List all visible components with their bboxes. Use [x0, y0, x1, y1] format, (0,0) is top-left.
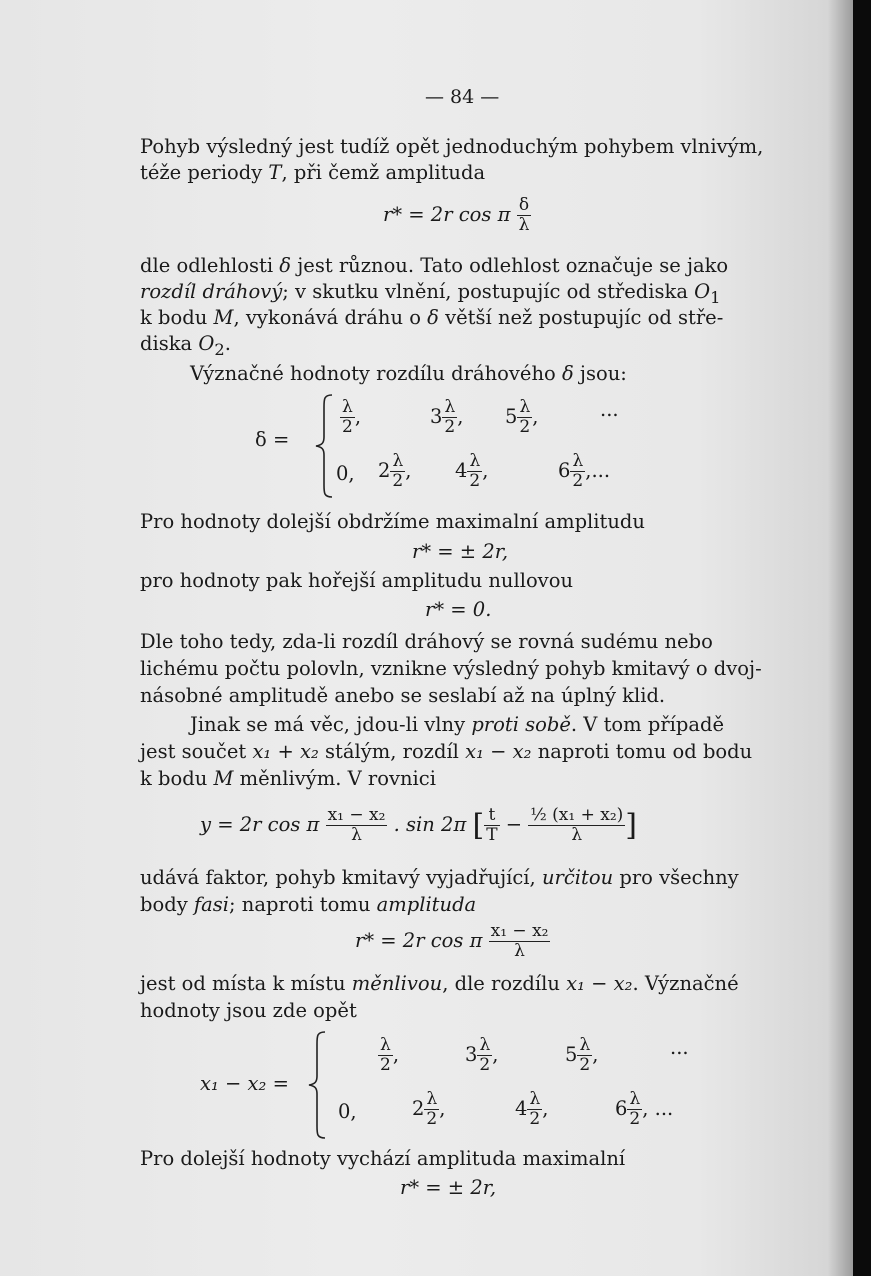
- text: k bodu: [140, 306, 214, 329]
- subscript: 2: [214, 339, 225, 359]
- text: udává faktor, pohyb kmitavý vyjadřující,: [140, 866, 542, 889]
- set-value: [600, 398, 619, 421]
- separator: , ...: [642, 1097, 674, 1120]
- separator: ,: [457, 405, 464, 428]
- text: větší než postupujíc od stře-: [438, 306, 724, 329]
- delta-set-lhs: δ =: [255, 428, 290, 451]
- equation-zero-amplitude: r* = 0.: [425, 598, 492, 621]
- numerator: λ: [390, 452, 405, 472]
- numerator: λ: [627, 1090, 642, 1110]
- eq1-num: δ: [517, 196, 532, 216]
- set-value: [430, 398, 463, 437]
- separator: ,: [482, 459, 489, 482]
- x-set-lhs: x₁ − x₂ =: [200, 1072, 289, 1095]
- text: pro všechny: [613, 866, 739, 889]
- para2-line1: [140, 254, 728, 277]
- lambda-half-fraction: [390, 452, 405, 491]
- para1-text: téže periody: [140, 161, 269, 184]
- eq4-sin: . sin 2π: [393, 813, 467, 836]
- set-value: [378, 452, 411, 491]
- numerator: λ: [424, 1090, 439, 1110]
- eq4-f2-num: t: [484, 806, 499, 826]
- term-proti-sobe: proti sobě: [471, 713, 571, 736]
- equation-max-amplitude-2: r* = ± 2r,: [400, 1176, 497, 1199]
- separator: ,: [492, 1043, 499, 1066]
- eq4-f3-num: ½ (x₁ + x₂): [530, 805, 624, 825]
- sum-expression: x₁ + x₂: [252, 740, 319, 763]
- para9-line1: [140, 972, 739, 995]
- lambda-half-fraction: [477, 1036, 492, 1075]
- numerator: λ: [527, 1090, 542, 1110]
- para7-line1: [190, 713, 724, 736]
- para1-text-end: , při čemž amplituda: [281, 161, 486, 184]
- zero-value: 0,: [336, 462, 355, 485]
- lambda-half-fraction: [442, 398, 457, 437]
- coefficient: 2: [412, 1097, 425, 1120]
- numerator: λ: [340, 398, 355, 418]
- text: Význačné hodnoty rozdílu dráhového: [190, 362, 562, 385]
- term-rozdil-drahovy: rozdíl dráhový: [140, 280, 283, 303]
- eq1-den: λ: [518, 215, 530, 235]
- separator: ...: [600, 398, 619, 421]
- eq4-f1-den: λ: [351, 825, 362, 845]
- eq4-fraction3: [528, 806, 625, 845]
- term-fasi: fasi: [193, 893, 230, 916]
- lambda-half-fraction: [570, 452, 585, 491]
- lambda-half-fraction: [340, 398, 355, 437]
- text: jest od místa k místu: [140, 972, 352, 995]
- set-value: [565, 1036, 598, 1075]
- coefficient: 4: [515, 1097, 528, 1120]
- set-value: [455, 452, 488, 491]
- delta-symbol: δ: [427, 306, 439, 329]
- eq5-lhs: r* = 2r cos π: [355, 929, 483, 952]
- para6-line2: lichému počtu polovln, vznikne výsledný pohyb kmitavý o dvoj-: [140, 657, 762, 680]
- text: .: [224, 332, 231, 355]
- set-value: [505, 398, 538, 437]
- numerator: λ: [467, 452, 482, 472]
- separator: ,: [532, 405, 539, 428]
- denominator: 2: [426, 1109, 438, 1129]
- para6-line3: násobné amplitudě anebo se seslabí až na úplný klid.: [140, 684, 666, 707]
- numerator: λ: [517, 398, 532, 418]
- para10: Pro dolejší hodnoty vychází amplituda maximalní: [140, 1147, 626, 1170]
- term-amplituda: amplituda: [376, 893, 477, 916]
- separator: ,...: [585, 459, 611, 482]
- set-value: [670, 1036, 689, 1059]
- coefficient: 6: [558, 459, 571, 482]
- right-bracket: ]: [625, 808, 638, 843]
- text: jest různou. Tato odlehlost označuje se jako: [291, 254, 729, 277]
- text: . V tom případě: [570, 713, 725, 736]
- lambda-half-fraction: [627, 1090, 642, 1129]
- point-O1: O: [694, 280, 711, 303]
- para5: pro hodnoty pak hořejší amplitudu nullovou: [140, 569, 573, 592]
- para1-line1: Pohyb výsledný jest tudíž opět jednoduchým pohybem vlnivým,: [140, 135, 764, 158]
- text: . Význačné: [632, 972, 739, 995]
- denominator: 2: [479, 1055, 491, 1075]
- eq4-fraction1: [326, 806, 388, 845]
- separator: ,: [392, 1043, 400, 1066]
- denominator: 2: [529, 1109, 541, 1129]
- para6-line1: Dle toho tedy, zda-li rozdíl dráhový se rovná sudému nebo: [140, 630, 713, 653]
- para8-line2: [140, 893, 476, 916]
- separator: ,: [405, 459, 412, 482]
- numerator: λ: [570, 452, 585, 472]
- denominator: 2: [629, 1109, 641, 1129]
- separator: ,: [439, 1097, 446, 1120]
- denominator: 2: [579, 1055, 591, 1075]
- separator: ,: [592, 1043, 599, 1066]
- text: , vykonává dráhu o: [233, 306, 428, 329]
- lambda-half-fraction: [577, 1036, 592, 1075]
- left-brace: [312, 393, 336, 499]
- equation-variable-amplitude: [355, 922, 550, 961]
- period-symbol: T: [268, 161, 282, 184]
- para2-line3: [140, 306, 723, 329]
- lambda-half-fraction: [467, 452, 482, 491]
- separator: ...: [670, 1036, 689, 1059]
- separator: ,: [354, 405, 362, 428]
- text: body: [140, 893, 194, 916]
- left-bracket: [: [472, 808, 485, 843]
- equation-wave: [200, 806, 637, 845]
- text: ; v skutku vlnění, postupujíc od střediska: [282, 280, 695, 303]
- set-value: [412, 1090, 445, 1129]
- para7-line2: [140, 740, 752, 763]
- delta-symbol: δ: [561, 362, 574, 385]
- eq1-fraction: [517, 196, 532, 235]
- para3: [190, 362, 627, 385]
- text: , dle rozdílu: [442, 972, 567, 995]
- term-menlivou: měnlivou: [351, 972, 443, 995]
- denominator: 2: [469, 471, 481, 491]
- text: měnlivým. V rovnici: [233, 767, 436, 790]
- page-number: — 84 —: [425, 86, 500, 108]
- para4: Pro hodnoty dolejší obdržíme maximalní amplitudu: [140, 510, 645, 533]
- term-urcitou: určitou: [541, 866, 614, 889]
- text: stálým, rozdíl: [318, 740, 466, 763]
- eq1-lhs: r* = 2r cos π: [383, 203, 511, 226]
- point-M: M: [213, 306, 234, 329]
- numerator: λ: [577, 1036, 592, 1056]
- coefficient: 5: [505, 405, 518, 428]
- eq5-den: λ: [514, 941, 525, 961]
- para2-line4: [140, 332, 231, 359]
- eq4-f2-den: T: [486, 825, 498, 845]
- equation-max-amplitude: r* = ± 2r,: [412, 540, 509, 563]
- denominator: 2: [519, 417, 531, 437]
- lambda-half-fraction: [424, 1090, 439, 1129]
- coefficient: 4: [455, 459, 468, 482]
- diff-expression: x₁ − x₂: [465, 740, 532, 763]
- set-value: [515, 1090, 548, 1129]
- denominator: 2: [444, 417, 456, 437]
- coefficient: 3: [465, 1043, 478, 1066]
- eq5-fraction: [489, 922, 551, 961]
- eq4-minus: −: [505, 813, 523, 836]
- text: ; naproti tomu: [229, 893, 377, 916]
- para8-line1: [140, 866, 739, 889]
- delta-symbol: δ: [279, 254, 292, 277]
- coefficient: 5: [565, 1043, 578, 1066]
- separator: ,: [542, 1097, 549, 1120]
- set-value: [558, 452, 610, 491]
- book-edge-shadow: [853, 0, 871, 1276]
- text: Jinak se má věc, jdou-li vlny: [190, 713, 472, 736]
- denominator: 2: [380, 1055, 391, 1075]
- eq5-num: x₁ − x₂: [490, 921, 549, 941]
- subscript: 1: [710, 287, 721, 307]
- eq4-f3-den: λ: [571, 825, 583, 845]
- diff-expression: x₁ − x₂: [566, 972, 633, 995]
- text: jest součet: [140, 740, 253, 763]
- text: k bodu: [140, 767, 214, 790]
- eq4-f1-num: x₁ − x₂: [327, 805, 386, 825]
- point-M: M: [213, 767, 234, 790]
- equation-amplitude: [383, 196, 531, 235]
- zero-value: 0,: [338, 1100, 357, 1123]
- lambda-half-fraction: [378, 1036, 393, 1075]
- lambda-half-fraction: [527, 1090, 542, 1129]
- set-value: [340, 398, 361, 437]
- text: dle odlehlosti: [140, 254, 280, 277]
- para9-line2: hodnoty jsou zde opět: [140, 999, 357, 1022]
- text: jsou:: [573, 362, 627, 385]
- text: naproti tomu od bodu: [531, 740, 753, 763]
- para2-line2: [140, 280, 721, 307]
- eq4-lhs: y = 2r cos π: [200, 813, 320, 836]
- numerator: λ: [477, 1036, 492, 1056]
- text: diska: [140, 332, 199, 355]
- point-O2: O: [198, 332, 215, 355]
- coefficient: 3: [430, 405, 443, 428]
- denominator: 2: [392, 471, 404, 491]
- left-brace: [305, 1030, 329, 1140]
- denominator: 2: [572, 471, 584, 491]
- lambda-half-fraction: [517, 398, 532, 437]
- numerator: λ: [442, 398, 457, 418]
- set-value: [615, 1090, 673, 1129]
- para7-line3: [140, 767, 436, 790]
- set-value: [378, 1036, 399, 1075]
- coefficient: 2: [378, 459, 391, 482]
- para1-line2: [140, 161, 485, 184]
- coefficient: 6: [615, 1097, 628, 1120]
- set-value: [465, 1036, 498, 1075]
- numerator: λ: [378, 1036, 393, 1056]
- denominator: 2: [342, 417, 353, 437]
- eq4-fraction2: [484, 806, 499, 845]
